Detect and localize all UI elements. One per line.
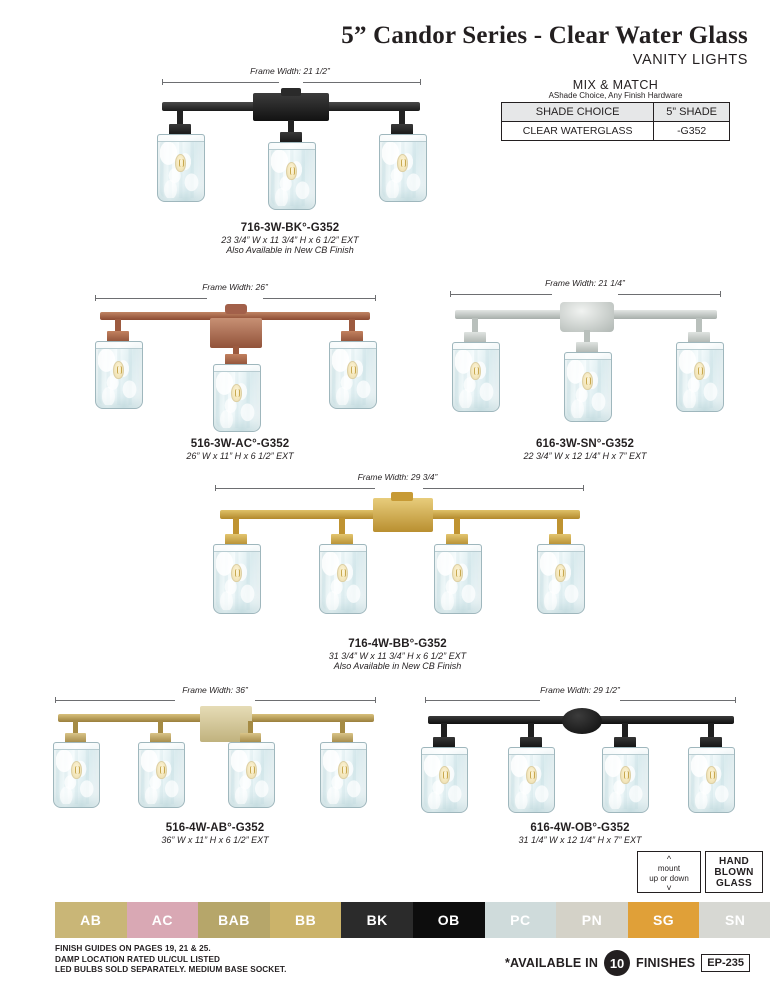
finish-code: BK [366, 912, 388, 928]
light-bulb [620, 766, 631, 784]
fixture-code: 716-3W-BK°-G352 [240, 222, 340, 234]
mix-match-table [501, 78, 730, 141]
light-bulb [397, 154, 408, 172]
page-subtitle: VANITY LIGHTS [632, 52, 748, 68]
page-code: EP-235 [701, 954, 750, 972]
finish-code: PC [510, 912, 531, 928]
finish-swatch-PC[interactable] [485, 902, 557, 938]
finish-code: BAB [218, 912, 250, 928]
fixture-backplate [373, 498, 433, 532]
chevron-down-icon: ˅ [666, 883, 672, 893]
footer-line-2: DAMP LOCATION RATED UL/CUL LISTED [55, 954, 221, 964]
finish-count-badge: 10 [604, 950, 630, 976]
available-finishes [505, 950, 750, 976]
hand-line1: HAND [718, 855, 750, 867]
light-bulb [526, 766, 537, 784]
fixture-caption [120, 222, 460, 255]
fixture-caption [410, 822, 750, 845]
fixture-caption [75, 438, 405, 461]
fixture-backplate [562, 708, 602, 734]
light-bulb [439, 766, 450, 784]
fixture-616-4W-OB [410, 684, 750, 854]
frame-width-label: Frame Width: 29 1/2” [540, 685, 620, 695]
dimension-line [55, 700, 175, 701]
fixture-dimensions: 31 3/4” W x 11 3/4” H x 6 1/2” EXT [328, 651, 467, 661]
dimension-line [618, 294, 720, 295]
fixture-alt-finish: Also Available in New CB Finish [226, 245, 354, 255]
light-bulb [452, 564, 463, 582]
mix-match-title: MIX & MATCH [572, 78, 659, 92]
finish-swatch-SG[interactable] [628, 902, 700, 938]
footer-notes [55, 944, 286, 976]
dimension-line [255, 700, 375, 701]
finish-swatch-BK[interactable] [341, 902, 413, 938]
light-bulb [470, 362, 481, 380]
footer-line-1: FINISH GUIDES ON PAGES 19, 21 & 25. [55, 944, 211, 953]
available-suffix: FINISHES [636, 956, 696, 970]
light-bulb [555, 564, 566, 582]
finish-swatch-SN[interactable] [699, 902, 770, 938]
fixture-backplate [253, 93, 329, 121]
fixture-code: 616-4W-OB°-G352 [530, 822, 630, 834]
dimension-line [215, 488, 375, 489]
dimension-tick [735, 697, 736, 703]
dimension-tick [720, 291, 721, 297]
fixture-code: 516-3W-AC°-G352 [190, 438, 290, 450]
light-bulb [706, 766, 717, 784]
dimension-tick [375, 697, 376, 703]
fixture-backplate [210, 318, 262, 348]
finish-swatch-BB[interactable] [270, 902, 342, 938]
hand-line2: BLOWN [714, 866, 754, 878]
finish-code: AC [151, 912, 173, 928]
mount-label-line2: up or down [649, 874, 689, 883]
dimension-line [620, 700, 735, 701]
fixture-dimensions: 22 3/4” W x 12 1/4” H x 7” EXT [523, 451, 647, 461]
finish-swatch-AB[interactable] [55, 902, 127, 938]
light-bulb [175, 154, 186, 172]
frame-width-label: Frame Width: 21 1/4” [545, 278, 625, 288]
finish-code: SG [652, 912, 675, 928]
dimension-tick [95, 295, 96, 301]
dimension-line [95, 298, 207, 299]
mount-direction-badge [637, 851, 701, 893]
finish-code: OB [437, 912, 460, 928]
fixture-code: 516-4W-AB°-G352 [165, 822, 265, 834]
fixture-dimensions: 36” W x 11” H x 6 1/2” EXT [161, 835, 269, 845]
fixture-backplate [560, 302, 614, 332]
fixture-backplate-detail [225, 304, 247, 314]
fixture-516-4W-AB [40, 684, 390, 854]
fixture-alt-finish: Also Available in New CB Finish [333, 661, 462, 671]
light-bulb [71, 761, 82, 779]
fixture-caption [205, 638, 590, 671]
fixture-716-3W-BK [120, 62, 460, 277]
dimension-line [450, 294, 552, 295]
fixture-caption [430, 438, 740, 461]
dimension-tick [215, 485, 216, 491]
light-bulb [286, 162, 297, 180]
dimension-tick [583, 485, 584, 491]
finish-swatch-BAB[interactable] [198, 902, 270, 938]
fixture-dimensions: 31 1/4” W x 12 1/4” H x 7” EXT [518, 835, 642, 845]
light-bulb [338, 761, 349, 779]
shade-sku-value: -G352 [654, 122, 730, 141]
finish-code: SN [724, 912, 746, 928]
finish-code: PN [581, 912, 603, 928]
fixture-716-4W-BB [205, 470, 590, 685]
fixture-code: 716-4W-BB°-G352 [348, 638, 447, 650]
finish-swatch-bar [55, 902, 770, 938]
dimension-line [423, 488, 583, 489]
frame-width-label: Frame Width: 29 3/4” [357, 472, 438, 482]
dimension-tick [375, 295, 376, 301]
fixture-caption [40, 822, 390, 845]
shade-choice-header: SHADE CHOICE [502, 103, 654, 122]
dimension-line [162, 82, 279, 83]
finish-code: BB [294, 912, 317, 928]
dimension-line [303, 82, 420, 83]
finish-code: AB [80, 912, 102, 928]
dimension-tick [425, 697, 426, 703]
frame-width-label: Frame Width: 36” [182, 685, 248, 695]
page-title: 5” Candor Series - Clear Water Glass [341, 22, 748, 49]
dimension-tick [420, 79, 421, 85]
fixture-backplate-detail [391, 492, 413, 501]
available-prefix: *AVAILABLE IN [504, 956, 599, 970]
table-row [502, 122, 730, 141]
fixture-616-3W-SN [430, 276, 740, 476]
hand-line3: GLASS [716, 877, 752, 889]
light-bulb [246, 761, 257, 779]
light-bulb [231, 384, 242, 402]
finish-swatch-OB[interactable] [413, 902, 485, 938]
light-bulb [347, 361, 358, 379]
finish-swatch-PN[interactable] [556, 902, 628, 938]
dimension-tick [162, 79, 163, 85]
hand-blown-glass-badge [705, 851, 763, 893]
light-bulb [694, 362, 705, 380]
mix-match-subtitle: AShade Choice, Any Finish Hardware [548, 91, 683, 100]
fixture-dimensions: 23 3/4” W x 11 3/4” H x 6 1/2” EXT [221, 235, 359, 245]
fixture-backplate-detail [281, 88, 301, 96]
dimension-tick [450, 291, 451, 297]
shade-size-header: 5” SHADE [654, 103, 730, 122]
light-bulb [231, 564, 242, 582]
chevron-up-icon: ^ [666, 854, 672, 864]
fixture-dimensions: 26” W x 11” H x 6 1/2” EXT [186, 451, 294, 461]
dimension-line [425, 700, 540, 701]
footer-line-3: LED BULBS SOLD SEPARATELY. MEDIUM BASE SOCKET. [55, 965, 287, 974]
fixture-code: 616-3W-SN°-G352 [536, 438, 634, 450]
light-bulb [156, 761, 167, 779]
frame-width-label: Frame Width: 26” [202, 282, 268, 292]
dimension-line [263, 298, 375, 299]
shade-choice-value: CLEAR WATERGLASS [502, 122, 654, 141]
dimension-tick [55, 697, 56, 703]
light-bulb [337, 564, 348, 582]
light-bulb [582, 372, 593, 390]
frame-width-label: Frame Width: 21 1/2” [250, 66, 330, 76]
mount-label-line1: mount [657, 864, 681, 873]
table-row [502, 103, 730, 122]
finish-swatch-AC[interactable] [127, 902, 199, 938]
fixture-516-3W-AC [75, 280, 405, 480]
light-bulb [113, 361, 124, 379]
